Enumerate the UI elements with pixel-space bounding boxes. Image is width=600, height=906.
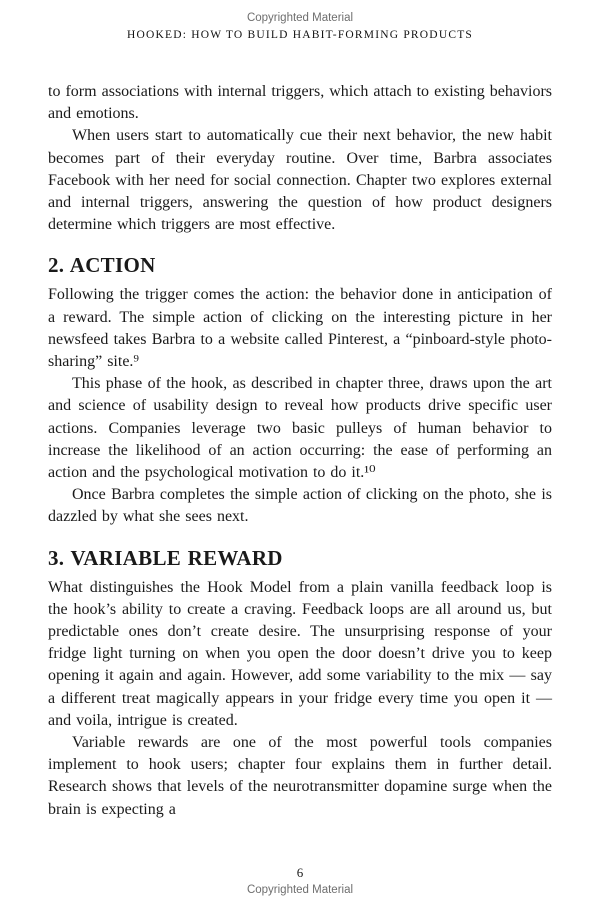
paragraph: This phase of the hook, as described in chapter three, draws upon the art and science of usability design to reveal how products drive specific user actions. Companies leverage two basic pulleys of human behavior to increase the likelihood of an action occurring: the ease of performing an action and the psychological motivation to do it.¹⁰ (48, 375, 552, 482)
paragraph: Once Barbra completes the simple action of clicking on the photo, she is dazzled by what she sees next. (48, 486, 552, 526)
page-body (48, 81, 552, 821)
running-head: HOOKED: HOW TO BUILD HABIT-FORMING PRODUCTS (126, 29, 474, 41)
page-footer (0, 865, 600, 906)
paragraph: Variable rewards are one of the most powerful tools companies implement to hook users; chapter four explains them in further detail. Research shows that levels of the neurotransmitter dopamine surge when the brain is expecting a (48, 734, 552, 818)
paragraph: to form associations with internal triggers, which attach to existing behaviors and emotions. (48, 83, 552, 123)
paragraph: Following the trigger comes the action: the behavior done in anticipation of a reward. The simple action of clicking on the interesting picture in her newsfeed takes Barbra to a website called Pinterest, a “pinboard-style photo-sharing” site.⁹ (48, 286, 552, 371)
section-heading-variable-reward: 3. VARIABLE REWARD (48, 545, 283, 570)
section-heading-action: 2. ACTION (48, 253, 156, 278)
paragraph: When users start to automatically cue their next behavior, the new habit becomes part of their everyday routine. Over time, Barbra associates Facebook with her need for social connection. Chapter two explores external and internal triggers, answering the question of how product designers determine which triggers are most effective. (48, 127, 552, 234)
copyright-notice-bottom: Copyrighted Material (246, 884, 354, 896)
page-number: 6 (296, 865, 304, 880)
paragraph: What distinguishes the Hook Model from a plain vanilla feedback loop is the hook’s ability to create a craving. Feedback loops are all around us, but predictable ones don’t create desire. The unsurprising response of your fridge light turning on when you open the door doesn’t drive you to keep opening it again and again. However, add some variability to the mix — say a different treat magically appears in your fridge every time you open it — and voila, intrigue is created. (48, 578, 552, 729)
copyright-notice-top: Copyrighted Material (246, 12, 354, 24)
